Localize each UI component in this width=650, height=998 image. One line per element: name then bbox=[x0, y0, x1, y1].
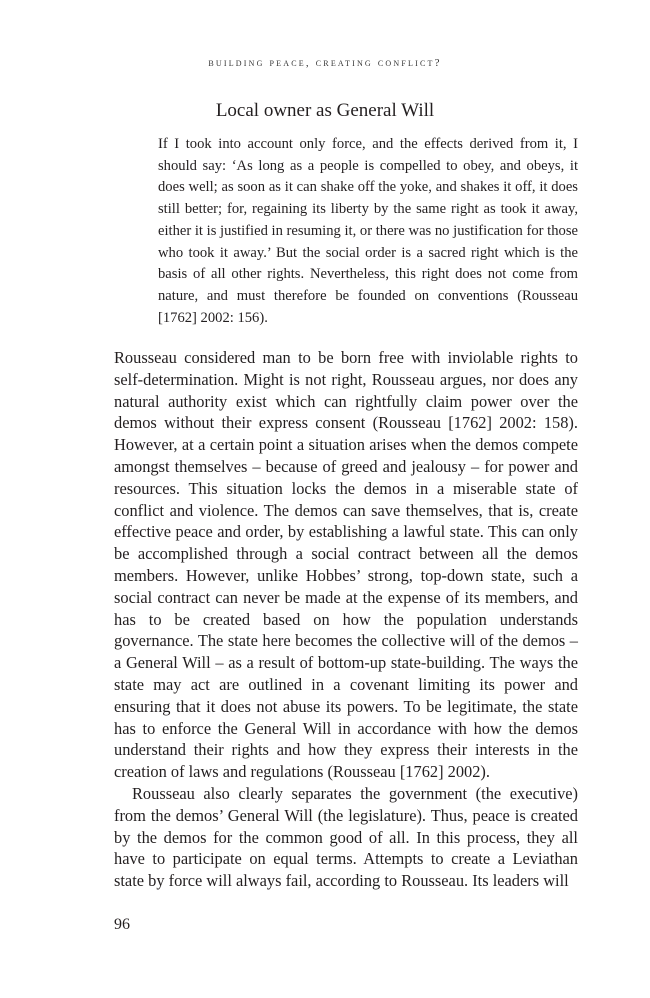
block-quote: If I took into account only force, and the effects derived from it, I should say: ‘As long as a people is compelled to obey, and obeys, it does well; as soon as it can shake off the yoke, and shakes it off, it does still better; for, regaining its liberty by the same right as took it away, either it is justified in resuming it, or there was no justification for those who took it away.’ But the social order is a sacred right which is the basis of all other rights. Nevertheless, this right does not come from nature, and must therefore be founded on conventions (Rousseau [1762] 2002: 156). bbox=[158, 136, 578, 326]
body-text bbox=[114, 347, 578, 892]
paragraph: Rousseau also clearly separates the government (the executive) from the demos’ General Will (the legislature). Thus, peace is created by the demos for the common good of all. In this process, they all have to participate on equal terms. Attempts to create a Leviathan state by force will always fail, according to Rousseau. Its leaders will bbox=[114, 783, 578, 891]
paragraph: Rousseau considered man to be born free with inviolable rights to self-determination. Might is not right, Rousseau argues, nor does any natural authority exist which can rightfully claim power over the demos without their express consent (Rousseau [1762] 2002: 158). However, at a certain point a situation arises when the demos compete amongst themselves – because of greed and jealousy – for power and resources. This situation locks the demos in a miserable state of conflict and violence. The demos can save themselves, that is, create effective peace and order, by establishing a lawful state. This can only be accomplished through a social contract between all the demos members. However, unlike Hobbes’ strong, top-down state, such a social contract can never be made at the expense of its members, and has to be created based on how the population understands governance. The state here becomes the collective will of the demos – a General Will – as a result of bottom-up state-building. The ways the state may act are outlined in a covenant limiting its power and ensuring that it does not abuse its powers. To be legitimate, the state has to enforce the General Will in accordance with how the demos understand their rights and how they express their interests in the creation of laws and regulations (Rousseau [1762] 2002). bbox=[114, 348, 578, 782]
running-head: building peace, creating conflict? bbox=[208, 57, 442, 69]
section-heading: Local owner as General Will bbox=[215, 100, 435, 121]
page-number: 96 bbox=[114, 916, 130, 933]
